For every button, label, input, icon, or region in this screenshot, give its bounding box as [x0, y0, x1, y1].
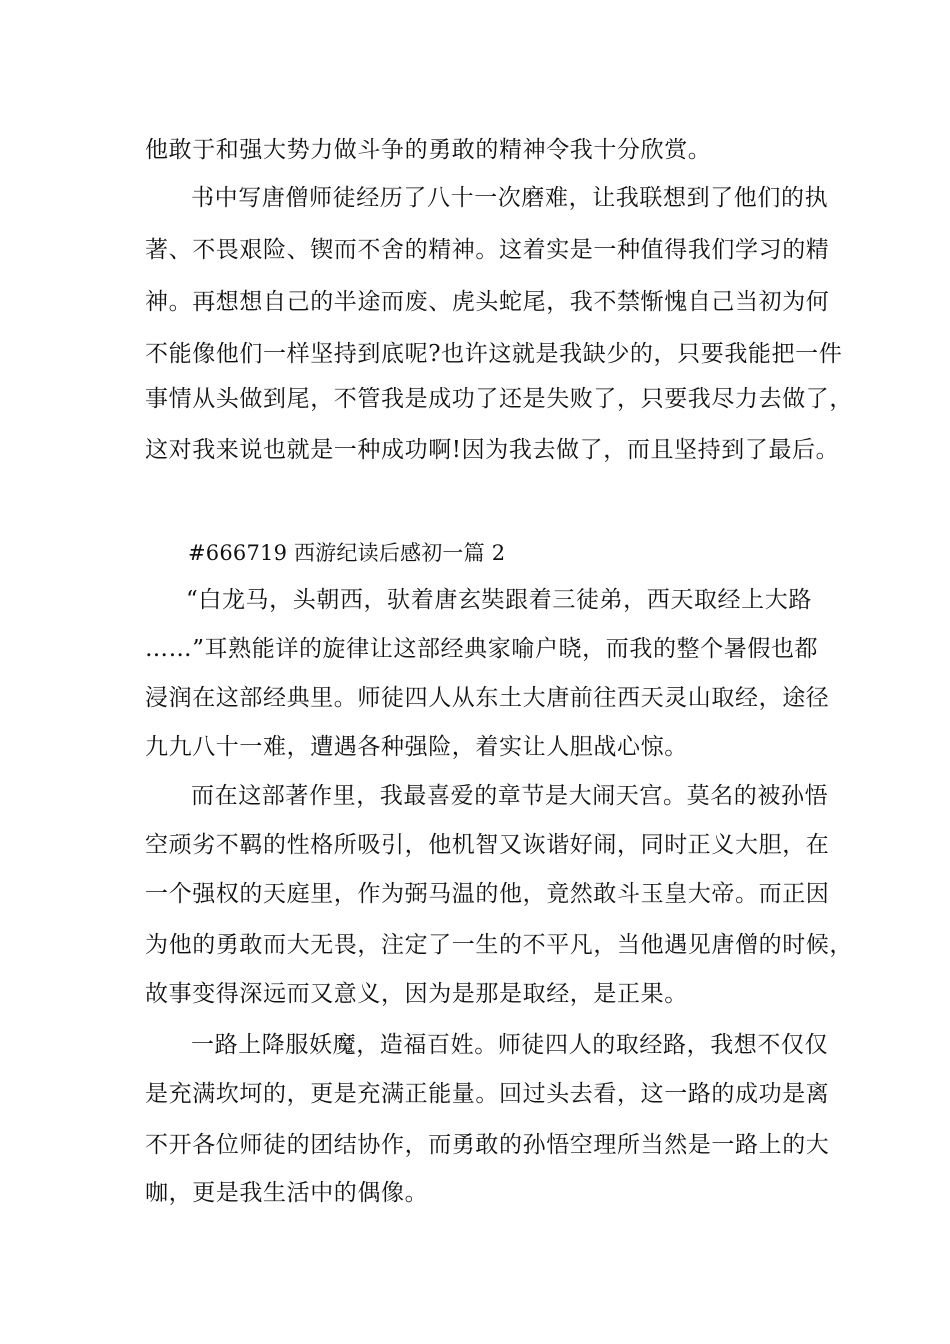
text-line: 不能像他们一样坚持到底呢?也许这就是我缺少的，只要我能把一件	[145, 341, 843, 367]
text-line: 故事变得深远而又意义，因为是那是取经，是正果。	[145, 981, 688, 1007]
article-heading: #666719 西游纪读后感初一篇 2	[188, 541, 506, 565]
paragraph-first-line: 书中写唐僧师徒经历了八十一次磨难，让我联想到了他们的执	[191, 185, 829, 211]
text-line: 咖，更是我生活中的偶像。	[145, 1180, 429, 1206]
paragraph-first-line: 一路上降服妖魔，造福百姓。师徒四人的取经路，我想不仅仅	[191, 1032, 829, 1058]
paragraph-first-line: 而在这部著作里，我最喜爱的章节是大闹天宫。莫名的被孙悟	[191, 783, 829, 809]
text-line: 是充满坎坷的，更是充满正能量。回过头去看，这一路的成功是离	[145, 1081, 830, 1107]
text-line: 他敢于和强大势力做斗争的勇敢的精神令我十分欣赏。	[145, 137, 712, 163]
text-line: 事情从头做到尾，不管我是成功了还是失败了，只要我尽力去做了，	[145, 386, 853, 412]
text-line: ……”耳熟能详的旋律让这部经典家喻户晓，而我的整个暑假也都	[145, 636, 819, 662]
text-line: 著、不畏艰险、锲而不舍的精神。这着实是一种值得我们学习的精	[145, 237, 830, 263]
text-line: 神。再想想自己的半途而废、虎头蛇尾，我不禁惭愧自己当初为何	[145, 289, 830, 315]
text-line: 浸润在这部经典里。师徒四人从东土大唐前往西天灵山取经，途径	[145, 685, 830, 711]
text-line: 一个强权的天庭里，作为弼马温的他，竟然敢斗玉皇大帝。而正因	[145, 881, 830, 907]
text-line: 这对我来说也就是一种成功啊!因为我去做了，而且坚持到了最后。	[145, 437, 840, 463]
text-line: 不开各位师徒的团结协作，而勇敢的孙悟空理所当然是一路上的大	[145, 1132, 830, 1158]
text-line: 空顽劣不羁的性格所吸引，他机智又诙谐好闹，同时正义大胆，在	[145, 832, 830, 858]
paragraph-first-line: “白龙马，头朝西，驮着唐玄奘跟着三徒弟，西天取经上大路	[186, 587, 812, 613]
text-line: 为他的勇敢而大无畏，注定了一生的不平凡，当他遇见唐僧的时候，	[145, 932, 853, 958]
text-line: 九九八十一难，遭遇各种强险，着实让人胆战心惊。	[145, 734, 688, 760]
